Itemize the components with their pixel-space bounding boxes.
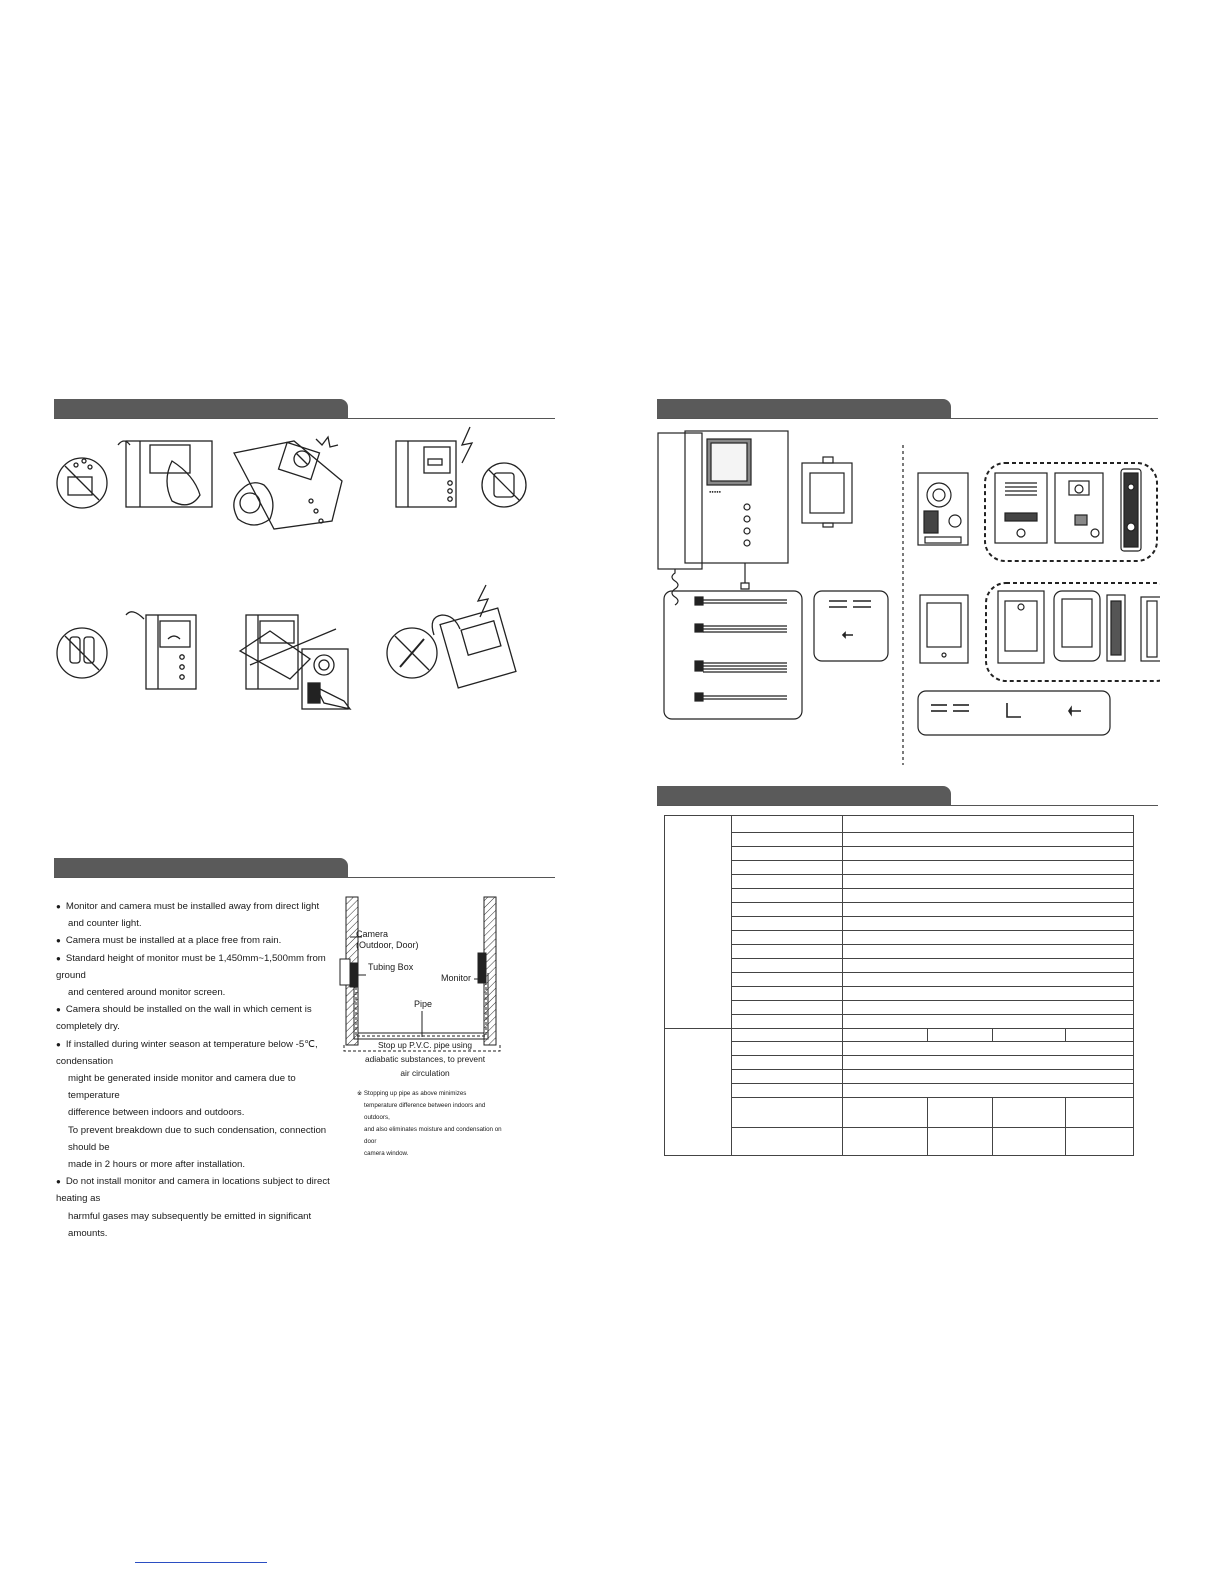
bullet-line: ● Monitor and camera must be installed away from direct light [56,898,331,915]
door-camera-2 [995,473,1047,543]
no-water-icon [57,458,107,508]
camera-label: Camera (Outdoor, Door) [356,929,419,950]
door-camera-4 [1121,469,1141,551]
no-gas-icon [57,612,196,689]
spec-group-cell-monitor [665,816,732,1029]
camera-backplate-4 [1107,595,1125,661]
stop-up-caption: Stop up P.V.C. pipe using adiabatic substances, to prevent air circulation [364,1040,486,1078]
camera-backplate-2 [998,591,1044,663]
no-disassemble-icon [387,585,516,688]
spec-group-cell-camera [665,1029,732,1156]
bullet-line: and centered around monitor screen. [68,987,226,999]
pipe-note: ※ Stopping up pipe as above minimizes temperature difference between indoors and outdoors, and also eliminates moisture and condensation on door camera window. [357,1090,502,1157]
tubing-box-label: Tubing Box [368,962,414,972]
accessory-icon [931,703,1081,717]
bullet-line: ● Camera should be installed on the wall in which cement is completely dry. [56,1001,331,1035]
bullet-line: difference between indoors and outdoors. [68,1107,245,1119]
camera-backplate-1 [920,595,968,663]
monitor-bracket [802,457,852,527]
door-camera-1 [918,473,968,545]
bullet-line: ● If installed during winter season at temperature below -5℃, condensation [56,1036,331,1070]
monitor-illustration-1 [118,441,212,507]
installation-bullets [56,898,331,1242]
screw-icon [829,601,871,637]
section-bar-installation [54,858,555,878]
bullet-line: harmful gases may subsequently be emitted in significant amounts. [68,1210,312,1239]
bullet-line: might be generated inside monitor and camera due to temperature [68,1073,296,1102]
caution-illustrations [54,425,554,725]
bullet-line: made in 2 hours or more after installation. [68,1159,246,1171]
bullet-line: ● Do not install monitor and camera in locations subject to direct heating as [56,1173,331,1207]
screws-panel [814,591,888,661]
monitor-label: Monitor [441,973,472,983]
tubing-box [350,963,358,987]
camera-box [340,959,350,985]
cables-panel [664,591,802,719]
footer-link-underline [135,1562,267,1563]
section-bar-specifications [657,786,1158,806]
section-bar-components [657,399,1158,419]
specifications-table [664,815,1134,1156]
no-rub-icon [240,615,350,709]
door-camera-3 [1055,473,1103,543]
camera-backplate-5 [1141,597,1160,661]
pipe-label: Pipe [414,999,433,1009]
bullet-line: ● Camera must be installed at a place free from rain. [56,932,331,949]
section-bar-cautions [54,399,555,419]
svg-text:●●●●●: ●●●●● [709,489,722,494]
installation-diagram [336,893,516,1053]
no-lightning-icon [396,427,526,507]
camera-backplate-3 [1054,591,1100,661]
cable-icon [695,597,787,701]
monitor-unit [658,431,788,605]
bullet-line: and counter light. [68,918,142,930]
accessories-panel [918,691,1110,735]
bullet-line: ● Standard height of monitor must be 1,450mm~1,500mm from ground [56,950,331,984]
bullet-line: To prevent breakdown due to such condensation, connection should be [68,1124,327,1153]
no-shock-icon [234,437,342,529]
component-illustrations [655,425,1160,770]
